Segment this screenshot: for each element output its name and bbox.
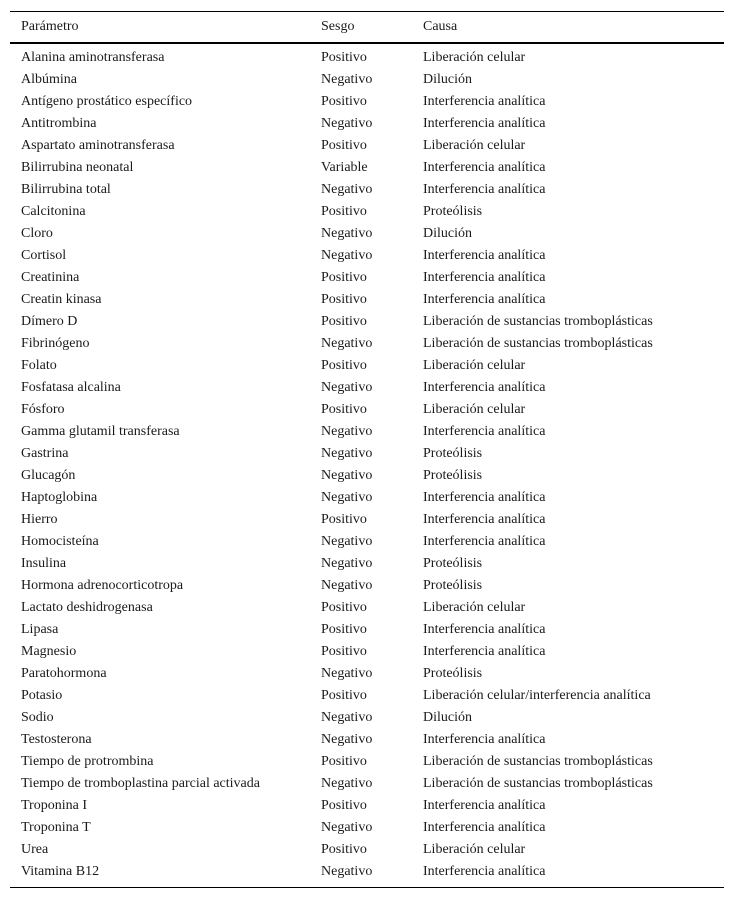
cell-sesgo: Positivo — [321, 798, 367, 813]
table-row — [10, 201, 724, 223]
cell-causa: Liberación de sustancias tromboplásticas — [423, 314, 653, 329]
cell-sesgo: Negativo — [321, 732, 373, 747]
cell-sesgo: Negativo — [321, 72, 373, 87]
cell-causa: Liberación celular — [423, 600, 526, 615]
table-row — [10, 531, 724, 553]
cell-parametro: Dímero D — [21, 314, 78, 329]
cell-causa: Liberación celular — [423, 842, 526, 857]
table-row — [10, 487, 724, 509]
cell-sesgo: Negativo — [321, 534, 373, 549]
cell-parametro: Lipasa — [21, 622, 59, 637]
cell-parametro: Fibrinógeno — [21, 336, 90, 351]
table-row — [10, 267, 724, 289]
table-row — [10, 91, 724, 113]
cell-parametro: Vitamina B12 — [21, 864, 100, 879]
cell-parametro: Troponina I — [21, 798, 87, 813]
cell-sesgo: Positivo — [321, 94, 367, 109]
cell-sesgo: Negativo — [321, 710, 373, 725]
table-row — [10, 729, 724, 751]
cell-sesgo: Positivo — [321, 358, 367, 373]
cell-parametro: Bilirrubina neonatal — [21, 160, 134, 175]
cell-causa: Proteólisis — [423, 578, 483, 593]
cell-causa: Interferencia analítica — [423, 622, 546, 637]
cell-causa: Proteólisis — [423, 446, 483, 461]
table-row — [10, 751, 724, 773]
cell-causa: Interferencia analítica — [423, 292, 546, 307]
cell-causa: Interferencia analítica — [423, 644, 546, 659]
table-row — [10, 157, 724, 179]
cell-causa: Interferencia analítica — [423, 94, 546, 109]
table-row — [10, 223, 724, 245]
table-row — [10, 619, 724, 641]
cell-causa: Dilución — [423, 710, 472, 725]
cell-causa: Interferencia analítica — [423, 424, 546, 439]
cell-parametro: Creatinina — [21, 270, 80, 285]
cell-causa: Interferencia analítica — [423, 798, 546, 813]
table-row — [10, 575, 724, 597]
table-row — [10, 421, 724, 443]
cell-sesgo: Positivo — [321, 512, 367, 527]
cell-causa: Liberación celular — [423, 358, 526, 373]
cell-parametro: Magnesio — [21, 644, 77, 659]
header-sesgo: Sesgo — [321, 19, 355, 34]
cell-causa: Liberación celular — [423, 402, 526, 417]
cell-parametro: Fósforo — [21, 402, 65, 417]
cell-parametro: Gamma glutamil transferasa — [21, 424, 180, 439]
table-row — [10, 113, 724, 135]
cell-causa: Proteólisis — [423, 556, 483, 571]
cell-sesgo: Positivo — [321, 842, 367, 857]
table-header-row — [10, 12, 724, 44]
table-row — [10, 47, 724, 69]
cell-parametro: Albúmina — [21, 72, 77, 87]
cell-sesgo: Positivo — [321, 644, 367, 659]
table-row — [10, 311, 724, 333]
cell-sesgo: Positivo — [321, 138, 367, 153]
table-row — [10, 69, 724, 91]
cell-causa: Dilución — [423, 72, 472, 87]
cell-parametro: Bilirrubina total — [21, 182, 111, 197]
table-row — [10, 245, 724, 267]
table-row — [10, 553, 724, 575]
cell-sesgo: Negativo — [321, 336, 373, 351]
cell-parametro: Haptoglobina — [21, 490, 98, 505]
table-row — [10, 795, 724, 817]
table-row — [10, 135, 724, 157]
cell-causa: Dilución — [423, 226, 472, 241]
cell-parametro: Antígeno prostático específico — [21, 94, 193, 109]
cell-causa: Liberación de sustancias tromboplásticas — [423, 776, 653, 791]
cell-causa: Interferencia analítica — [423, 864, 546, 879]
table-row — [10, 509, 724, 531]
cell-sesgo: Negativo — [321, 468, 373, 483]
cell-causa: Proteólisis — [423, 204, 483, 219]
cell-sesgo: Negativo — [321, 424, 373, 439]
cell-causa: Liberación de sustancias tromboplásticas — [423, 336, 653, 351]
cell-sesgo: Positivo — [321, 402, 367, 417]
cell-causa: Liberación celular/interferencia analítica — [423, 688, 651, 703]
table-row — [10, 377, 724, 399]
cell-sesgo: Negativo — [321, 226, 373, 241]
cell-parametro: Sodio — [21, 710, 54, 725]
cell-parametro: Insulina — [21, 556, 67, 571]
cell-parametro: Fosfatasa alcalina — [21, 380, 121, 395]
cell-sesgo: Negativo — [321, 116, 373, 131]
cell-sesgo: Negativo — [321, 182, 373, 197]
cell-sesgo: Positivo — [321, 314, 367, 329]
cell-sesgo: Negativo — [321, 556, 373, 571]
cell-parametro: Troponina T — [21, 820, 91, 835]
cell-sesgo: Positivo — [321, 622, 367, 637]
table-row — [10, 839, 724, 861]
table-row — [10, 465, 724, 487]
cell-causa: Interferencia analítica — [423, 732, 546, 747]
cell-causa: Interferencia analítica — [423, 490, 546, 505]
cell-parametro: Glucagón — [21, 468, 76, 483]
cell-sesgo: Negativo — [321, 864, 373, 879]
cell-parametro: Creatin kinasa — [21, 292, 102, 307]
table-row — [10, 773, 724, 795]
cell-sesgo: Positivo — [321, 754, 367, 769]
cell-sesgo: Negativo — [321, 666, 373, 681]
table-row — [10, 685, 724, 707]
cell-sesgo: Negativo — [321, 578, 373, 593]
cell-causa: Interferencia analítica — [423, 512, 546, 527]
table-body — [10, 44, 724, 887]
cell-parametro: Tiempo de tromboplastina parcial activada — [21, 776, 260, 791]
cell-parametro: Homocisteína — [21, 534, 99, 549]
table-row — [10, 641, 724, 663]
cell-causa: Liberación celular — [423, 50, 526, 65]
cell-causa: Interferencia analítica — [423, 270, 546, 285]
cell-parametro: Testosterona — [21, 732, 92, 747]
cell-sesgo: Positivo — [321, 688, 367, 703]
cell-sesgo: Negativo — [321, 820, 373, 835]
cell-causa: Interferencia analítica — [423, 116, 546, 131]
cell-parametro: Calcitonina — [21, 204, 86, 219]
cell-parametro: Antitrombina — [21, 116, 97, 131]
table-row — [10, 663, 724, 685]
header-causa: Causa — [423, 19, 458, 34]
cell-sesgo: Negativo — [321, 248, 373, 263]
table-row — [10, 333, 724, 355]
cell-causa: Proteólisis — [423, 666, 483, 681]
table-row — [10, 707, 724, 729]
cell-causa: Liberación celular — [423, 138, 526, 153]
cell-parametro: Gastrina — [21, 446, 69, 461]
cell-parametro: Urea — [21, 842, 49, 857]
table-row — [10, 355, 724, 377]
cell-causa: Liberación de sustancias tromboplásticas — [423, 754, 653, 769]
table-row — [10, 597, 724, 619]
cell-sesgo: Negativo — [321, 490, 373, 505]
table-row — [10, 179, 724, 201]
cell-parametro: Potasio — [21, 688, 63, 703]
cell-parametro: Hierro — [21, 512, 58, 527]
cell-parametro: Alanina aminotransferasa — [21, 50, 165, 65]
table-row — [10, 861, 724, 883]
table-row — [10, 289, 724, 311]
cell-parametro: Aspartato aminotransferasa — [21, 138, 175, 153]
cell-causa: Proteólisis — [423, 468, 483, 483]
cell-causa: Interferencia analítica — [423, 534, 546, 549]
cell-parametro: Tiempo de protrombina — [21, 754, 154, 769]
cell-causa: Interferencia analítica — [423, 820, 546, 835]
cell-sesgo: Positivo — [321, 204, 367, 219]
cell-sesgo: Positivo — [321, 600, 367, 615]
table-row — [10, 817, 724, 839]
cell-parametro: Cortisol — [21, 248, 67, 263]
cell-sesgo: Negativo — [321, 380, 373, 395]
cell-sesgo: Positivo — [321, 270, 367, 285]
cell-parametro: Hormona adrenocorticotropa — [21, 578, 184, 593]
cell-parametro: Cloro — [21, 226, 53, 241]
cell-sesgo: Positivo — [321, 50, 367, 65]
data-table — [10, 11, 724, 888]
table-row — [10, 443, 724, 465]
cell-sesgo: Variable — [321, 160, 368, 175]
cell-parametro: Paratohormona — [21, 666, 107, 681]
cell-causa: Interferencia analítica — [423, 248, 546, 263]
cell-sesgo: Positivo — [321, 292, 367, 307]
cell-causa: Interferencia analítica — [423, 182, 546, 197]
table-row — [10, 399, 724, 421]
cell-sesgo: Negativo — [321, 776, 373, 791]
header-parametro: Parámetro — [21, 19, 79, 34]
cell-causa: Interferencia analítica — [423, 160, 546, 175]
cell-causa: Interferencia analítica — [423, 380, 546, 395]
cell-sesgo: Negativo — [321, 446, 373, 461]
cell-parametro: Lactato deshidrogenasa — [21, 600, 153, 615]
cell-parametro: Folato — [21, 358, 57, 373]
